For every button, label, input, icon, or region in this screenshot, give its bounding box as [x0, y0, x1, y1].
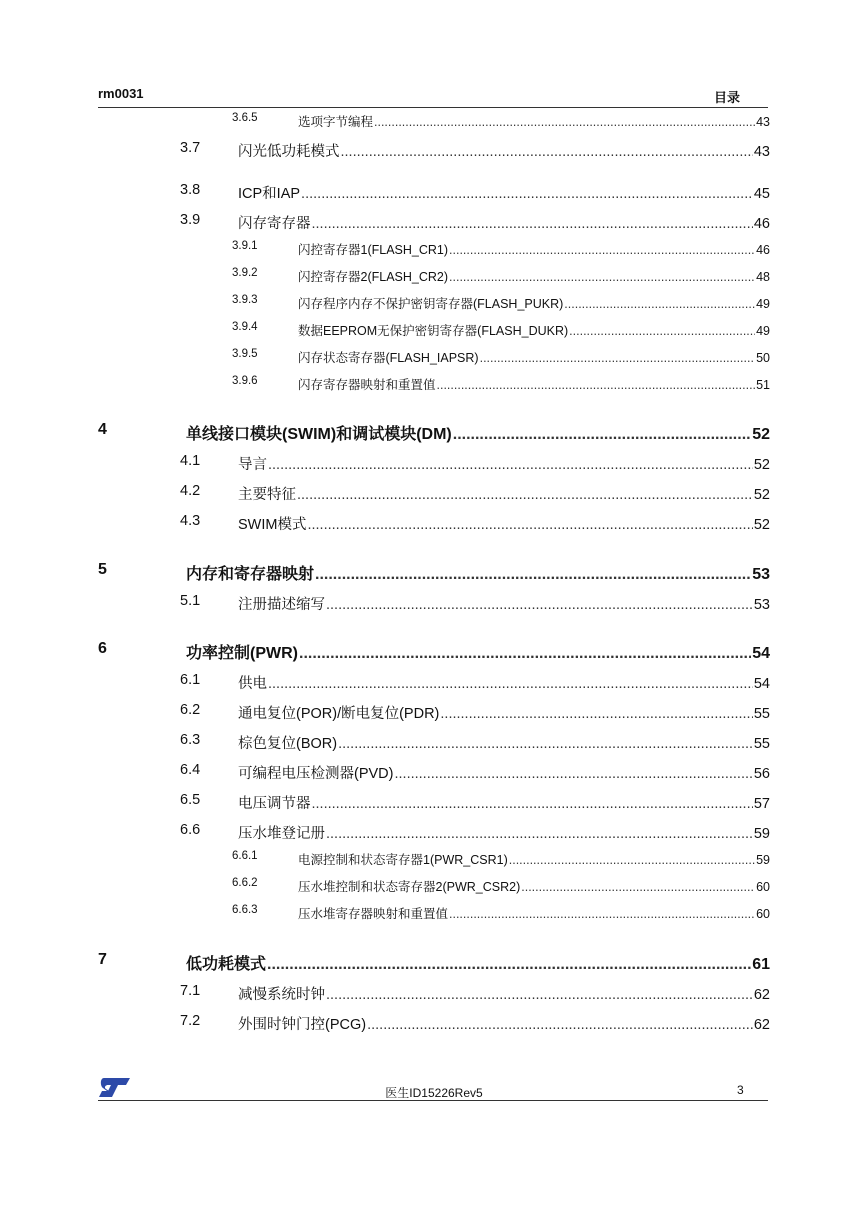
toc-entry[interactable]	[232, 375, 770, 393]
toc-entry-page: 50	[756, 351, 770, 365]
toc-entry-number: 5.1	[180, 593, 201, 609]
toc-entry-number: 3.9.5	[232, 348, 258, 360]
toc-entry-title: 主要特征	[238, 487, 296, 503]
toc-entry[interactable]	[232, 904, 770, 922]
toc-entry-page: 46	[756, 243, 770, 257]
toc-leader-dots	[449, 270, 755, 284]
toc-entry-number: 7.2	[180, 1013, 201, 1029]
toc-leader-dots	[480, 351, 756, 365]
toc-entry[interactable]	[232, 321, 770, 339]
toc-entry-page: 57	[753, 796, 770, 812]
toc-entry-title: 压水堆控制和状态寄存器2(PWR_CSR2)	[298, 880, 521, 894]
toc-entry-page: 51	[756, 378, 770, 392]
toc-entry[interactable]	[180, 702, 770, 723]
toc-entry-number: 3.9.4	[232, 321, 258, 333]
toc-entry-page: 49	[756, 324, 770, 338]
toc-entry-page: 43	[756, 115, 770, 129]
toc-entry-page: 55	[753, 736, 770, 752]
toc-entry[interactable]	[180, 453, 770, 474]
toc-entry[interactable]	[180, 822, 770, 843]
toc-leader-dots	[267, 956, 751, 974]
toc-entry-number: 6.4	[180, 762, 201, 778]
toc-entry-number: 4.2	[180, 483, 201, 499]
toc-entry-number: 3.6.5	[232, 112, 258, 124]
toc-entry-number: 3.9.6	[232, 375, 258, 387]
toc-entry[interactable]	[180, 182, 770, 203]
toc-entry-title: 电压调节器	[238, 796, 311, 812]
toc-entry-title: 通电复位(POR)/断电复位(PDR)	[238, 706, 440, 722]
toc-entry-title: 选项字节编程	[298, 115, 374, 129]
toc-entry-title: 闪存状态寄存器(FLASH_IAPSR)	[298, 351, 479, 365]
toc-leader-dots	[521, 880, 755, 894]
toc-leader-dots	[326, 826, 753, 842]
toc-entry-number: 3.9.1	[232, 240, 258, 252]
toc-leader-dots	[301, 186, 753, 202]
toc-entry-number: 4	[98, 421, 107, 438]
toc-leader-dots	[509, 853, 755, 867]
toc-entry-page: 53	[753, 597, 770, 613]
toc-entry-page: 45	[753, 186, 770, 202]
toc-leader-dots	[297, 487, 753, 503]
toc-entry-number: 6.5	[180, 792, 201, 808]
toc-leader-dots	[394, 766, 752, 782]
toc-entry-page: 55	[753, 706, 770, 722]
toc-entry[interactable]	[180, 792, 770, 813]
toc-entry[interactable]	[180, 483, 770, 504]
toc-entry-number: 3.9	[180, 212, 201, 228]
toc-entry[interactable]	[180, 212, 770, 233]
toc-leader-dots	[326, 987, 753, 1003]
toc-leader-dots	[326, 597, 753, 613]
toc-entry-number: 6.1	[180, 672, 201, 688]
toc-entry-title: 闪存程序内存不保护密钥寄存器(FLASH_PUKR)	[298, 297, 564, 311]
toc-entry-page: 43	[753, 144, 770, 160]
toc-entry[interactable]	[180, 672, 770, 693]
toc-leader-dots	[299, 645, 751, 663]
toc-entry-page: 54	[752, 645, 770, 662]
toc-entry[interactable]	[180, 762, 770, 783]
header-rule	[98, 107, 768, 108]
toc-entry[interactable]	[180, 140, 770, 161]
toc-entry-page: 53	[752, 566, 770, 583]
toc-entry[interactable]	[232, 294, 770, 312]
toc-entry-title: 导言	[238, 457, 267, 473]
header-doc-id: rm0031	[98, 86, 144, 101]
toc-entry[interactable]	[98, 640, 770, 663]
toc-entry[interactable]	[232, 348, 770, 366]
toc-entry-page: 60	[756, 880, 770, 894]
toc-entry-page: 52	[753, 487, 770, 503]
toc-leader-dots	[268, 457, 753, 473]
footer-doc-ref: 医生ID15226Rev5	[385, 1086, 483, 1100]
toc-entry-number: 7	[98, 951, 107, 968]
toc-entry-number: 6.6	[180, 822, 201, 838]
footer-page-number: 3	[737, 1083, 744, 1097]
toc-entry-title: 内存和寄存器映射	[186, 566, 315, 583]
toc-leader-dots	[367, 1017, 753, 1033]
toc-entry[interactable]	[98, 421, 770, 444]
toc-entry-number: 3.7	[180, 140, 201, 156]
toc-entry-page: 60	[756, 907, 770, 921]
toc-entry-page: 48	[756, 270, 770, 284]
toc-entry[interactable]	[180, 732, 770, 753]
toc-entry-number: 6.2	[180, 702, 201, 718]
toc-entry-page: 61	[752, 956, 770, 973]
toc-entry[interactable]	[232, 850, 770, 868]
toc-entry-page: 52	[753, 517, 770, 533]
toc-entry-number: 6.6.1	[232, 850, 258, 862]
toc-leader-dots	[449, 907, 755, 921]
toc-entry-number: 4.1	[180, 453, 201, 469]
toc-entry-title: 可编程电压检测器(PVD)	[238, 766, 394, 782]
toc-entry[interactable]	[180, 593, 770, 614]
toc-entry-title: 外围时钟门控(PCG)	[238, 1017, 367, 1033]
toc-entry-title: 闪存寄存器	[238, 216, 311, 232]
toc-entry-title: 电源控制和状态寄存器1(PWR_CSR1)	[298, 853, 508, 867]
header-section-title: 目录	[713, 90, 740, 105]
toc-entry[interactable]	[232, 240, 770, 258]
toc-entry-number: 3.8	[180, 182, 201, 198]
toc-leader-dots	[437, 378, 756, 392]
toc-entry-title: 功率控制(PWR)	[186, 645, 298, 662]
toc-entry-title: 供电	[238, 676, 267, 692]
toc-entry-number: 3.9.3	[232, 294, 258, 306]
toc-leader-dots	[312, 216, 753, 232]
toc-entry-number: 4.3	[180, 513, 201, 529]
toc-entry-title: 闪控寄存器1(FLASH_CR1)	[298, 243, 449, 257]
toc-leader-dots	[307, 517, 752, 533]
toc-entry-title: 闪控寄存器2(FLASH_CR2)	[298, 270, 449, 284]
toc-entry-title: 压水堆寄存器映射和重置值	[298, 907, 449, 921]
toc-entry[interactable]	[180, 513, 770, 534]
toc-leader-dots	[268, 676, 753, 692]
toc-entry-number: 7.1	[180, 983, 201, 999]
toc-entry[interactable]	[98, 951, 770, 974]
toc-entry[interactable]	[232, 877, 770, 895]
toc-entry-title: 低功耗模式	[186, 956, 267, 973]
toc-leader-dots	[312, 796, 753, 812]
toc-leader-dots	[449, 243, 755, 257]
toc-entry-page: 54	[753, 676, 770, 692]
toc-entry-title: 单线接口模块(SWIM)和调试模块(DM)	[186, 426, 452, 443]
toc-entry-number: 3.9.2	[232, 267, 258, 279]
toc-leader-dots	[374, 115, 755, 129]
toc-entry-page: 52	[753, 457, 770, 473]
toc-entry-number: 6	[98, 640, 107, 657]
toc-entry-title: 数据EEPROM无保护密钥寄存器(FLASH_DUKR)	[298, 324, 569, 338]
toc-entry[interactable]	[232, 267, 770, 285]
toc-entry[interactable]	[180, 1013, 770, 1034]
toc-entry-title: 棕色复位(BOR)	[238, 736, 338, 752]
toc-entry-page: 59	[756, 853, 770, 867]
toc-entry-title: SWIM模式	[238, 517, 307, 533]
toc-leader-dots	[569, 324, 755, 338]
toc-entry-page: 49	[756, 297, 770, 311]
toc-entry-title: ICP和IAP	[238, 186, 301, 202]
toc-leader-dots	[440, 706, 752, 722]
toc-entry-title: 闪光低功耗模式	[238, 144, 340, 160]
toc-entry-page: 62	[753, 1017, 770, 1033]
toc-entry[interactable]	[180, 983, 770, 1004]
toc-entry[interactable]	[98, 561, 770, 584]
toc-entry-number: 6.3	[180, 732, 201, 748]
toc-entry-page: 46	[753, 216, 770, 232]
toc-entry-title: 减慢系统时钟	[238, 987, 325, 1003]
toc-entry-page: 56	[753, 766, 770, 782]
toc-entry-number: 5	[98, 561, 107, 578]
toc-leader-dots	[453, 426, 751, 444]
toc-entry-page: 52	[752, 426, 770, 443]
toc-leader-dots	[341, 144, 753, 160]
toc-entry-title: 注册描述缩写	[238, 597, 325, 613]
toc-leader-dots	[338, 736, 753, 752]
toc-entry-number: 6.6.2	[232, 877, 258, 889]
toc-entry-page: 62	[753, 987, 770, 1003]
toc-entry-title: 压水堆登记册	[238, 826, 325, 842]
toc-leader-dots	[315, 566, 751, 584]
toc-entry-page: 59	[753, 826, 770, 842]
toc-entry-title: 闪存寄存器映射和重置值	[298, 378, 436, 392]
toc-entry-number: 6.6.3	[232, 904, 258, 916]
toc-entry[interactable]	[232, 112, 770, 130]
toc-leader-dots	[564, 297, 755, 311]
